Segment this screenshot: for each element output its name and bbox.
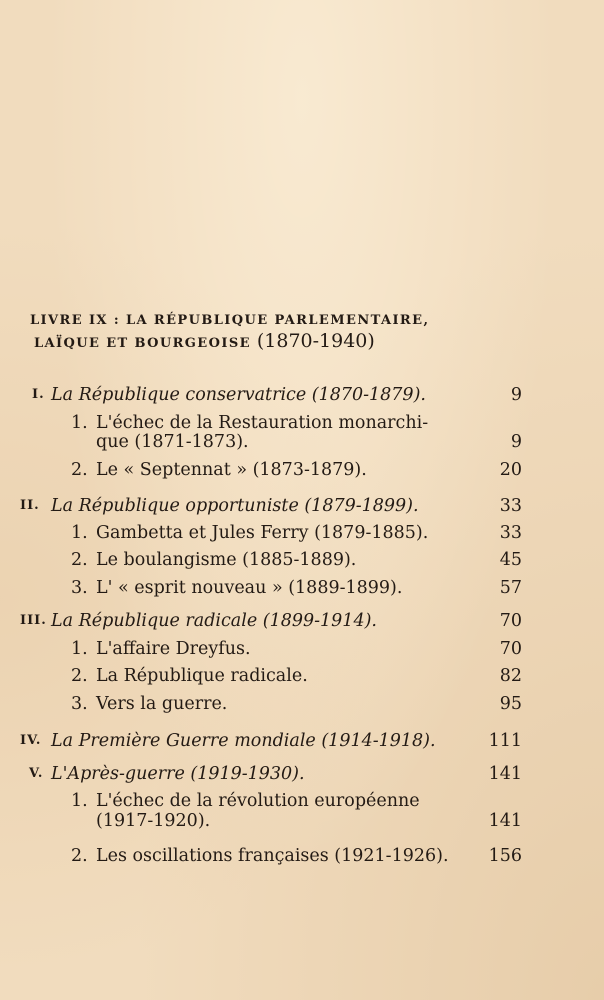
book-heading-line2 (30, 331, 450, 354)
book-heading-subtitle: LAÏQUE ET BOURGEOISE (34, 336, 251, 351)
book-heading-years: (1870-1940) (256, 330, 375, 352)
chapter-row (0, 728, 604, 754)
chapter-page: 111 (488, 731, 522, 751)
section-continuation-row (0, 808, 604, 834)
section-page: 9 (510, 432, 522, 452)
section-title: La République radicale. (96, 666, 308, 686)
section-page: 20 (499, 460, 522, 480)
section-number: 2. (71, 460, 88, 480)
chapter-numeral: III. (20, 613, 47, 628)
section-page: 70 (499, 639, 522, 659)
section-number: 1. (71, 523, 88, 543)
chapter-page: 33 (499, 496, 522, 516)
section-number: 3. (71, 578, 88, 598)
section-number: 2. (71, 666, 88, 686)
chapter-page: 9 (510, 385, 522, 405)
chapter-numeral: V. (29, 766, 44, 781)
section-title: L'échec de la révolution européenne (96, 791, 420, 811)
section-row (0, 520, 604, 546)
section-page: 141 (488, 811, 522, 831)
book-heading (30, 311, 450, 354)
chapter-title: La République opportuniste (1879-1899). (51, 496, 419, 516)
section-number: 1. (71, 639, 88, 659)
section-row (0, 457, 604, 483)
section-row (0, 843, 604, 869)
section-title: Les oscillations françaises (1921-1926). (96, 846, 449, 866)
chapter-row (0, 493, 604, 519)
chapter-title: L'Après-guerre (1919-1930). (51, 764, 305, 784)
chapter-page: 141 (488, 764, 522, 784)
section-title: L' « esprit nouveau » (1889-1899). (96, 578, 403, 598)
section-number: 1. (71, 413, 88, 433)
chapter-numeral: II. (20, 498, 40, 513)
section-page: 95 (499, 694, 522, 714)
section-title: Gambetta et Jules Ferry (1879-1885). (96, 523, 429, 543)
section-title: Le « Septennat » (1873-1879). (96, 460, 367, 480)
chapter-numeral: IV. (20, 733, 42, 748)
section-title: L'affaire Dreyfus. (96, 639, 251, 659)
section-row (0, 636, 604, 662)
section-page: 45 (499, 550, 522, 570)
section-row (0, 575, 604, 601)
chapter-row (0, 608, 604, 634)
chapter-page: 70 (499, 611, 522, 631)
chapter-numeral: I. (32, 387, 45, 402)
chapter-row (0, 761, 604, 787)
section-row (0, 547, 604, 573)
section-title: Le boulangisme (1885-1889). (96, 550, 357, 570)
section-title: L'échec de la Restauration monarchi- (96, 413, 429, 433)
chapter-title: La Première Guerre mondiale (1914-1918). (51, 731, 436, 751)
section-page: 82 (499, 666, 522, 686)
section-number: 2. (71, 550, 88, 570)
section-title-continuation: (1917-1920). (96, 811, 211, 831)
section-page: 57 (499, 578, 522, 598)
section-title-continuation: que (1871-1873). (96, 432, 249, 452)
section-row (0, 663, 604, 689)
book-heading-line1: LIVRE IX : LA RÉPUBLIQUE PARLEMENTAIRE, (30, 313, 430, 328)
section-row (0, 691, 604, 717)
section-number: 2. (71, 846, 88, 866)
section-number: 1. (71, 791, 88, 811)
chapter-title: La République conservatrice (1870-1879). (51, 385, 426, 405)
section-page: 33 (499, 523, 522, 543)
section-continuation-row (0, 429, 604, 455)
chapter-title: La République radicale (1899-1914). (51, 611, 377, 631)
section-title: Vers la guerre. (96, 694, 228, 714)
section-number: 3. (71, 694, 88, 714)
chapter-row (0, 382, 604, 408)
section-page: 156 (488, 846, 522, 866)
